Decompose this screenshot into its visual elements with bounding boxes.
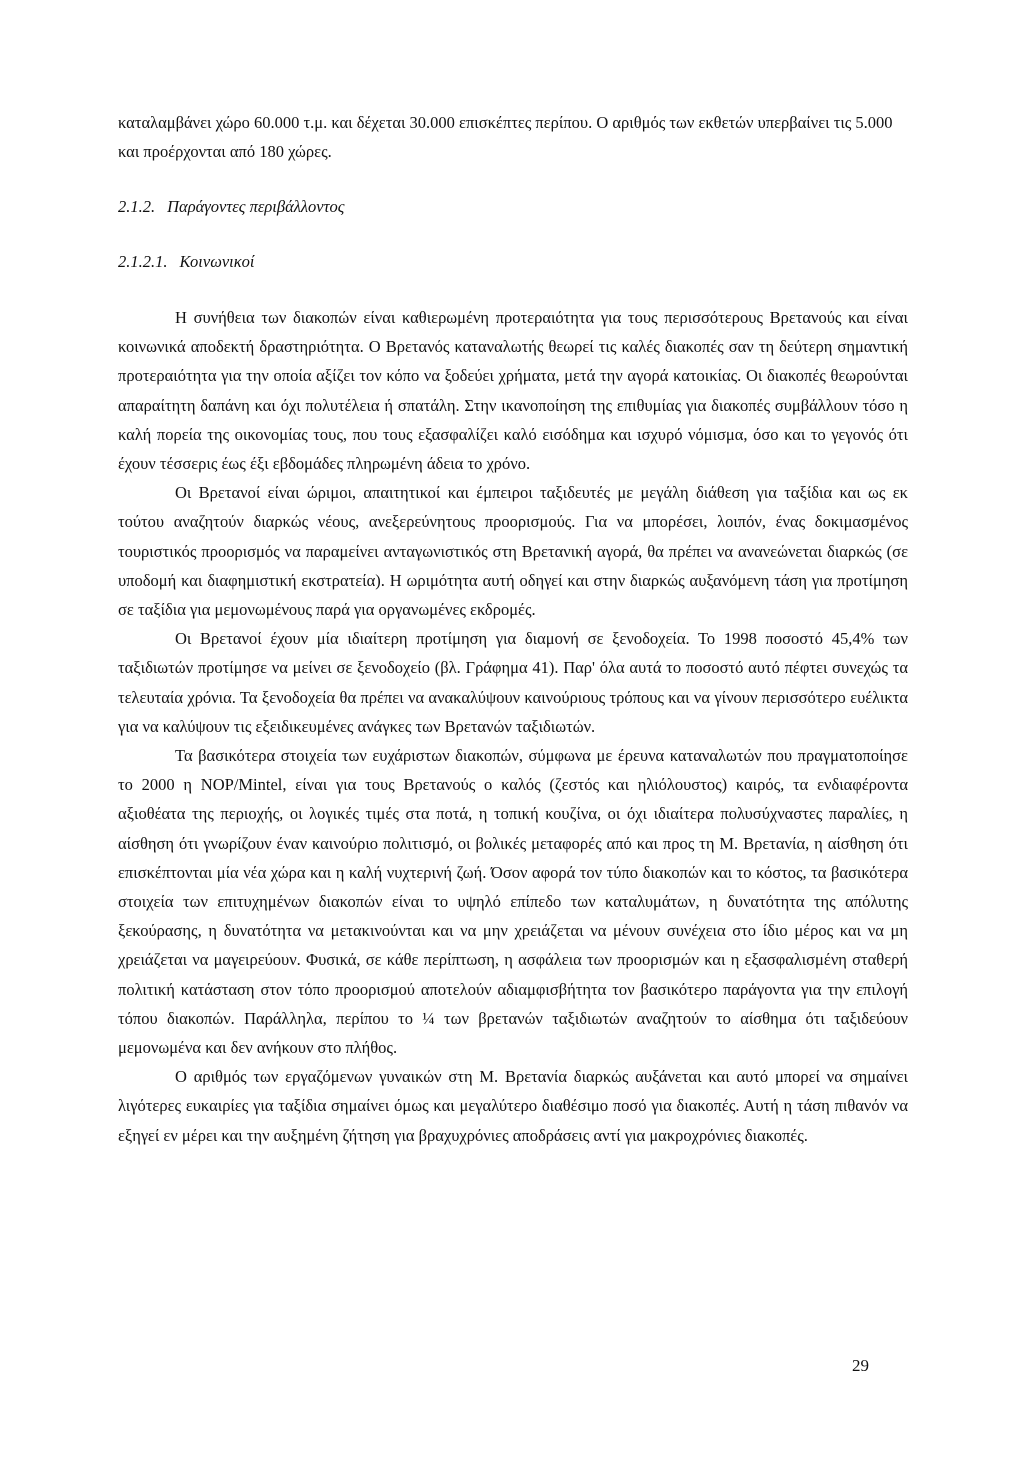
body-paragraph: Οι Βρετανοί έχουν μία ιδιαίτερη προτίμηση για διαμονή σε ξενοδοχεία. Το 1998 ποσοστό 45,4% των ταξιδιωτών προτίμησε να μείνει σε ξενοδοχείο (βλ. Γράφημα 41). Παρ' όλα αυτά το ποσοστό αυτό πέφτει συνεχώς τα τελευταία χρόνια. Τα ξενοδοχεία θα πρέπει να ανακαλύψουν καινούριους τρόπους και να γίνουν περισσότερο ευέλικτα για να καλύψουν τις εξειδικευμένες ανάγκες των Βρετανών ταξιδιωτών. bbox=[118, 629, 908, 736]
page-number: 29 bbox=[852, 1356, 869, 1375]
document-page bbox=[118, 108, 908, 1150]
section-heading bbox=[118, 192, 908, 221]
subsection-number: 2.1.2.1. bbox=[118, 252, 168, 271]
subsection-heading bbox=[118, 247, 908, 276]
body-paragraph: Οι Βρετανοί είναι ώριμοι, απαιτητικοί και έμπειροι ταξιδευτές με μεγάλη διάθεση για ταξίδια και ως εκ τούτου αναζητούν διαρκώς νέους, ανεξερεύνητους προορισμούς. Για να μπορέσει, λοιπόν, ένας δοκιμασμένος τουριστικός προορισμός να παραμείνει ανταγωνιστικός στη Βρετανική αγορά, θα πρέπει να ανανεώνεται διαρκώς (σε υποδομή και διαφημιστική εκστρατεία). Η ωριμότητα αυτή οδηγεί και στην διαρκώς αυξανόμενη τάση για προτίμηση σε ταξίδια για μεμονωμένους παρά για οργανωμένες εκδρομές. bbox=[118, 483, 908, 620]
body-paragraph: Ο αριθμός των εργαζόμενων γυναικών στη Μ. Βρετανία διαρκώς αυξάνεται και αυτό μπορεί να σημαίνει λιγότερες ευκαιρίες για ταξίδια σημαίνει όμως και μεγαλύτερο διαθέσιμο ποσό για διακοπές. Αυτή η τάση πιθανόν να εξηγεί εν μέρει και την αυξημένη ζήτηση για βραχυχρόνιες αποδράσεις αντί για μακροχρόνιες διακοπές. bbox=[118, 1067, 908, 1145]
subsection-title: Κοινωνικοί bbox=[179, 252, 255, 271]
body-paragraph: Τα βασικότερα στοιχεία των ευχάριστων διακοπών, σύμφωνα με έρευνα καταναλωτών που πραγματοποίησε το 2000 η NOP/Mintel, είναι για τους Βρετανούς ο καλός (ζεστός και ηλιόλουστος) καιρός, τα ενδιαφέροντα αξιοθέατα της περιοχής, οι λογικές τιμές στα ποτά, η τοπική κουζίνα, οι όχι ιδιαίτερα πολυσύχναστες παραλίες, η αίσθηση ότι γνωρίζουν έναν καινούριο πολιτισμό, οι βολικές μεταφορές από και προς τη Μ. Βρετανία, η αίσθηση ότι επισκέπτονται μία νέα χώρα και η καλή νυχτερινή ζωή. Όσον αφορά τον τύπο διακοπών και το κόστος, τα βασικότερα στοιχεία των επιτυχημένων διακοπών είναι το υψηλό επίπεδο των καταλυμάτων, η δυνατότητα της απόλυτης ξεκούρασης, η δυνατότητα να μετακινούνται και να μην χρειάζεται να μένουν συνέχεια στο ίδιο μέρος και να μη χρειάζεται να μαγειρεύουν. Φυσικά, σε κάθε περίπτωση, η ασφάλεια των προορισμών και η εξασφαλισμένη σταθερή πολιτική κατάσταση στον τόπο προορισμού αποτελούν αδιαμφισβήτητα τον βασικότερο παράγοντα για την επιλογή τόπου διακοπών. Παράλληλα, περίπου το ¼ των βρετανών ταξιδιωτών αναζητούν το αίσθημα ότι ταξιδεύουν μεμονωμένα και δεν ανήκουν στο πλήθος. bbox=[118, 746, 908, 1058]
section-title: Παράγοντες περιβάλλοντος bbox=[167, 197, 345, 216]
body-paragraph: Η συνήθεια των διακοπών είναι καθιερωμένη προτεραιότητα για τους περισσότερους Βρετανούς και είναι κοινωνικά αποδεκτή δραστηριότητα. Ο Βρετανός καταναλωτής θεωρεί τις καλές διακοπές σαν τη δεύτερη σημαντική προτεραιότητα για την οποία αξίζει τον κόπο να ξοδεύει χρήματα, μετά την αγορά κατοικίας. Οι διακοπές θεωρούνται απαραίτητη δαπάνη και όχι πολυτέλεια ή σπατάλη. Στην ικανοποίηση της επιθυμίας για διακοπές συμβάλλουν τόσο η καλή πορεία της οικονομίας τους, που τους εξασφαλίζει καλό εισόδημα και ισχυρό νόμισμα, όσο και το γεγονός ότι έχουν τέσσερις έως έξι εβδομάδες πληρωμένη άδεια το χρόνο. bbox=[118, 308, 908, 474]
section-number: 2.1.2. bbox=[118, 197, 156, 216]
intro-paragraph: καταλαμβάνει χώρο 60.000 τ.μ. και δέχεται 30.000 επισκέπτες περίπου. Ο αριθμός των εκθετών υπερβαίνει τις 5.000 και προέρχονται από 180 χώρες. bbox=[118, 113, 893, 161]
